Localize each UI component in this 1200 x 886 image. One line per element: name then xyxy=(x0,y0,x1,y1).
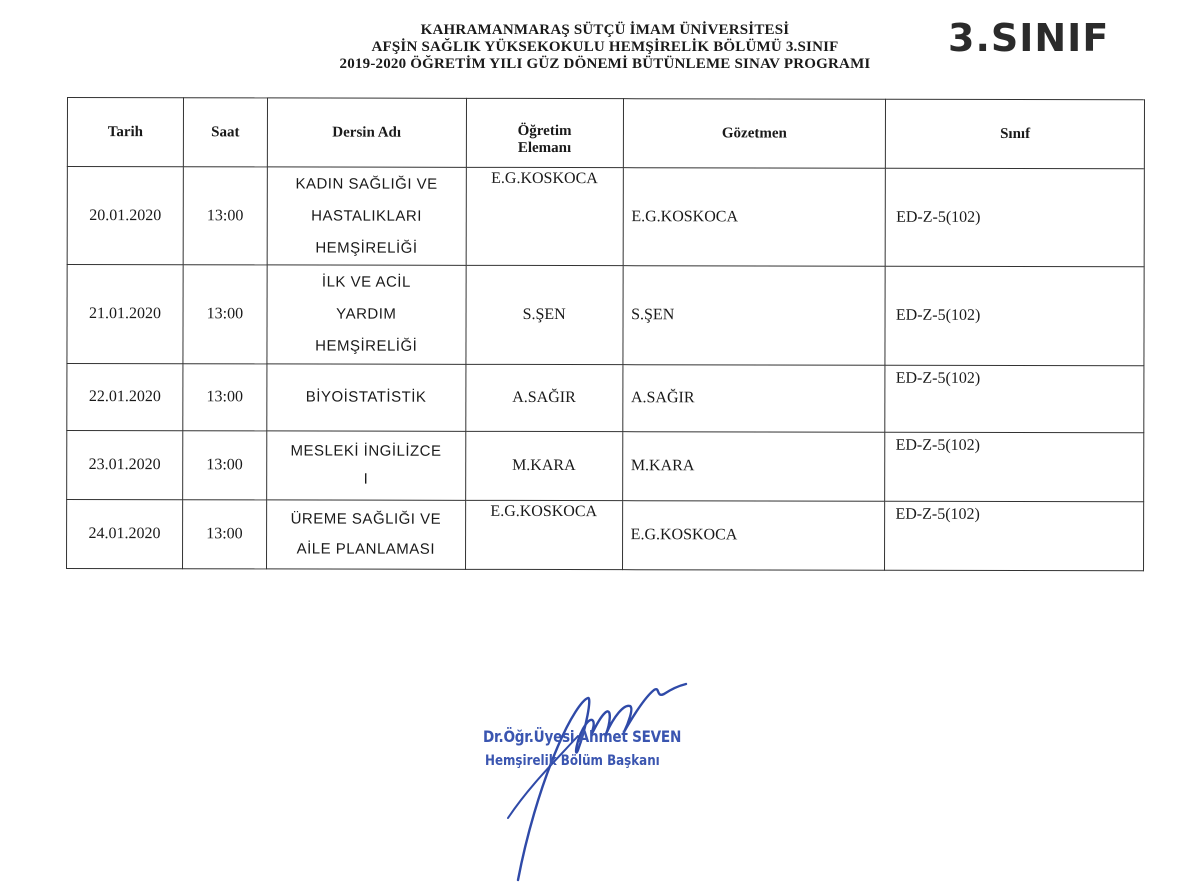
cell-teacher: A.SAĞIR xyxy=(465,364,622,431)
cell-date: 24.01.2020 xyxy=(67,500,183,569)
cell-teacher: E.G.KOSKOCA xyxy=(465,500,622,569)
cell-date: 22.01.2020 xyxy=(67,364,183,431)
course-line: ÜREME SAĞLIĞI VE xyxy=(290,510,442,528)
header-time: Saat xyxy=(183,98,267,167)
cell-room: ED-Z-5(102) xyxy=(885,432,1144,502)
cell-course xyxy=(266,500,465,569)
exam-schedule-table xyxy=(66,97,1145,571)
cell-date: 21.01.2020 xyxy=(67,265,183,364)
header-teacher-line1: Öğretim xyxy=(517,122,572,140)
cell-time: 13:00 xyxy=(183,167,267,265)
header-teacher-line2: Elemanı xyxy=(517,139,572,157)
cell-time: 13:00 xyxy=(183,364,267,431)
header-date: Tarih xyxy=(67,98,183,167)
cell-time: 13:00 xyxy=(183,265,267,364)
course-line: HEMŞİRELİĞİ xyxy=(315,239,418,257)
cell-date: 20.01.2020 xyxy=(67,167,183,265)
cell-time: 13:00 xyxy=(183,431,267,500)
course-line: AİLE PLANLAMASI xyxy=(296,540,436,558)
cell-room: ED-Z-5(102) xyxy=(885,501,1144,571)
department-name: AFŞİN SAĞLIK YÜKSEKOKULU HEMŞİRELİK BÖLÜMÜ 3.SINIF xyxy=(371,39,839,55)
handwritten-signature xyxy=(478,668,698,883)
cell-course xyxy=(266,431,465,500)
cell-teacher: E.G.KOSKOCA xyxy=(466,167,623,265)
signatory-name: Dr.Öğr.Üyesi Ahmet SEVEN xyxy=(483,727,682,746)
class-tag: 3.SINIF xyxy=(948,16,1110,60)
cell-teacher: M.KARA xyxy=(465,431,622,500)
cell-course: BİYOİSTATİSTİK xyxy=(267,364,466,431)
university-name: KAHRAMANMARAŞ SÜTÇÜ İMAM ÜNİVERSİTESİ xyxy=(420,22,790,38)
header-teacher xyxy=(466,98,623,167)
course-line: HASTALIKLARI xyxy=(311,207,422,225)
cell-proctor: E.G.KOSKOCA xyxy=(623,168,886,267)
cell-proctor: A.SAĞIR xyxy=(622,365,885,433)
cell-date: 23.01.2020 xyxy=(67,431,183,500)
cell-room: ED-Z-5(102) xyxy=(885,365,1144,433)
cell-teacher: S.ŞEN xyxy=(466,265,623,364)
cell-course xyxy=(267,167,466,265)
cell-proctor: S.ŞEN xyxy=(623,266,886,366)
cell-course xyxy=(267,265,466,364)
course-line: İLK VE ACİL xyxy=(321,273,411,291)
program-title: 2019-2020 ÖĞRETİM YILI GÜZ DÖNEMİ BÜTÜNLEME SINAV PROGRAMI xyxy=(339,56,871,72)
course-line: HEMŞİRELİĞİ xyxy=(315,337,418,355)
table-row xyxy=(67,167,1144,267)
cell-room: ED-Z-5(102) xyxy=(885,168,1144,267)
header-proctor: Gözetmen xyxy=(623,99,886,169)
table-header-row xyxy=(67,98,1144,169)
table-row xyxy=(67,364,1144,433)
course-line: YARDIM xyxy=(336,305,397,323)
table-row xyxy=(67,265,1144,366)
cell-time: 13:00 xyxy=(182,500,266,569)
course-line: KADIN SAĞLIĞI VE xyxy=(295,174,438,193)
cell-proctor: M.KARA xyxy=(622,432,885,502)
table-row xyxy=(67,431,1144,502)
table-row xyxy=(67,500,1144,571)
signatory-title: Hemşirelik Bölüm Başkanı xyxy=(485,753,660,769)
document-header xyxy=(240,22,970,73)
header-room: Sınıf xyxy=(886,99,1145,169)
header-course: Dersin Adı xyxy=(267,98,466,167)
course-line: I xyxy=(363,470,369,488)
cell-room: ED-Z-5(102) xyxy=(885,266,1144,366)
cell-proctor: E.G.KOSKOCA xyxy=(622,501,885,571)
course-line: MESLEKİ İNGİLİZCE xyxy=(290,442,442,460)
